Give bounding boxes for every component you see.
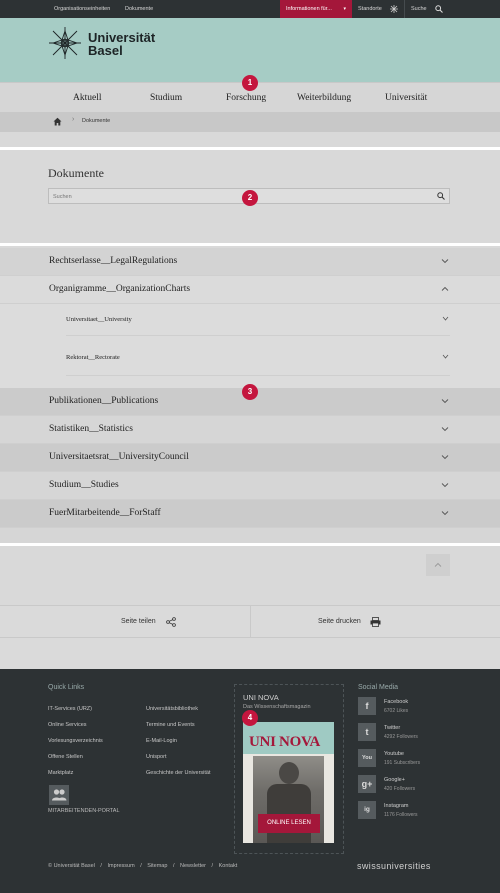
twitter-icon[interactable]: t <box>358 723 376 741</box>
read-online-button[interactable]: ONLINE LESEN <box>258 814 320 833</box>
link-impressum[interactable]: Impressum <box>107 863 135 869</box>
breadcrumb-current: Dokumente <box>82 118 111 124</box>
accordion-label: Statistiken__Statistics <box>49 424 133 434</box>
breadcrumb <box>0 112 500 132</box>
brand-line-2: Basel <box>88 43 123 58</box>
social-name[interactable]: Google+ <box>384 777 405 783</box>
info-for-button[interactable] <box>280 0 352 18</box>
sub-item-label: Universitaet__University <box>66 316 132 323</box>
search-input[interactable] <box>53 191 423 202</box>
chevron-down-icon <box>442 316 449 321</box>
print-icon <box>370 617 381 627</box>
home-icon[interactable] <box>53 117 62 126</box>
accordion-label: Publikationen__Publications <box>49 396 159 406</box>
university-logo-icon[interactable] <box>48 26 82 60</box>
search-icon[interactable] <box>437 192 445 200</box>
uni-nova-title: UNI NOVA <box>243 693 279 702</box>
chevron-down-icon <box>441 482 449 488</box>
link-sitemap[interactable]: Sitemap <box>147 863 168 869</box>
accordion-footer <box>0 528 500 543</box>
page-actions <box>0 605 500 638</box>
accordion-label: Organigramme__OrganizationCharts <box>49 284 191 294</box>
accordion-item-expanded[interactable] <box>0 276 500 304</box>
chevron-down-icon <box>442 354 449 359</box>
accordion-item[interactable] <box>0 472 500 500</box>
footer-link[interactable]: IT-Services (URZ) <box>48 706 92 712</box>
footer-link[interactable]: Online Services <box>48 722 87 728</box>
chevron-up-icon <box>434 562 442 568</box>
top-bar <box>0 0 500 18</box>
print-page-label: Seite drucken <box>318 618 361 625</box>
footer-link[interactable]: Universitätsbibliothek <box>146 706 198 712</box>
footer-link[interactable]: Termine und Events <box>146 722 195 728</box>
chevron-right-icon: › <box>72 116 75 123</box>
social-name[interactable]: Youtube <box>384 751 404 757</box>
chevron-down-icon <box>441 258 449 264</box>
youtube-icon[interactable]: You <box>358 749 376 767</box>
accordion-label: Universitaetsrat__UniversityCouncil <box>49 452 189 462</box>
separator: / <box>172 863 175 869</box>
info-for-label: Informationen für... <box>286 6 332 12</box>
footer-bottom-links <box>48 863 241 869</box>
page-title: Dokumente <box>48 166 104 180</box>
divider <box>404 0 405 18</box>
section-divider <box>0 543 500 546</box>
quick-links-title: Quick Links <box>48 684 85 691</box>
link-dokumente[interactable]: Dokumente <box>125 6 154 12</box>
google-plus-icon[interactable]: g+ <box>358 775 376 793</box>
social-count: 420 Followers <box>384 786 416 792</box>
social-name[interactable]: Twitter <box>384 725 401 731</box>
sub-item[interactable] <box>66 336 450 376</box>
search-icon[interactable] <box>435 5 443 13</box>
brand-line-1: Universität <box>88 30 156 45</box>
university-name[interactable] <box>88 31 155 57</box>
share-icon <box>166 617 176 627</box>
print-page-button[interactable] <box>251 606 500 637</box>
footer-link[interactable]: Geschichte der Universität <box>146 770 211 776</box>
chevron-down-icon <box>441 510 449 516</box>
chevron-up-icon <box>441 286 449 292</box>
sub-item[interactable] <box>66 304 450 336</box>
staff-portal-label[interactable]: MITARBEITENDEN-PORTAL <box>48 808 120 814</box>
spacer <box>0 638 500 669</box>
social-count: 191 Subscribers <box>384 760 421 766</box>
accordion-item[interactable] <box>0 416 500 444</box>
marker-1: 1 <box>242 75 258 91</box>
social-count: 1176 Followers <box>384 812 418 818</box>
link-standorte[interactable]: Standorte <box>358 6 382 12</box>
footer-link[interactable]: Vorlesungsverzeichnis <box>48 738 103 744</box>
footer-link[interactable]: Unisport <box>146 754 167 760</box>
nav-aktuell[interactable]: Aktuell <box>73 93 102 103</box>
link-kontakt[interactable]: Kontakt <box>218 863 238 869</box>
footer-link[interactable]: Marktplatz <box>48 770 74 776</box>
back-to-top-button[interactable] <box>426 554 450 576</box>
location-icon <box>390 5 398 13</box>
marker-2: 2 <box>242 190 258 206</box>
accordion-item[interactable] <box>0 248 500 276</box>
sub-item-label: Rektorat__Rectorate <box>66 354 120 361</box>
footer-link[interactable]: E-Mail-Login <box>146 738 177 744</box>
staff-portal-button[interactable] <box>49 785 69 805</box>
chevron-down-icon <box>441 426 449 432</box>
link-organisationseinheiten[interactable]: Organisationseinheiten <box>54 6 111 12</box>
site-footer <box>0 669 500 893</box>
footer-link[interactable]: Offene Stellen <box>48 754 83 760</box>
nav-weiterbildung[interactable]: Weiterbildung <box>297 93 352 103</box>
accordion-item[interactable] <box>0 500 500 528</box>
social-name[interactable]: Facebook <box>384 699 409 705</box>
nav-studium[interactable]: Studium <box>150 93 183 103</box>
social-count: 6702 Likes <box>384 708 409 714</box>
back-to-top-area <box>0 548 500 605</box>
chevron-down-icon <box>441 454 449 460</box>
caret-down-icon: ▾ <box>343 6 346 12</box>
separator: / <box>211 863 214 869</box>
nav-forschung[interactable]: Forschung <box>226 93 267 103</box>
people-icon <box>49 785 69 805</box>
cover-title: UNI NOVA <box>249 734 321 750</box>
copyright: © Universität Basel <box>48 863 95 869</box>
accordion-label: Studium__Studies <box>49 480 119 490</box>
swissuniversities-logo[interactable]: swissuniversities <box>357 861 431 871</box>
nav-universitaet[interactable]: Universität <box>385 93 428 103</box>
link-newsletter[interactable]: Newsletter <box>180 863 207 869</box>
facebook-icon[interactable]: f <box>358 697 376 715</box>
accordion-label: Rechtserlasse__LegalRegulations <box>49 256 178 266</box>
separator: / <box>100 863 102 869</box>
accordion-label: FuerMitarbeitende__ForStaff <box>49 508 161 518</box>
chevron-down-icon <box>441 398 449 404</box>
separator: / <box>140 863 142 869</box>
social-media-title: Social Media <box>358 684 399 691</box>
cover-figure-head <box>279 762 299 784</box>
share-page-button[interactable] <box>0 606 250 637</box>
share-page-label: Seite teilen <box>121 618 156 625</box>
uni-nova-subtitle: Das Wissenschaftsmagazin <box>243 704 311 710</box>
marker-4: 4 <box>242 710 258 726</box>
accordion-item[interactable] <box>0 444 500 472</box>
link-suche[interactable]: Suche <box>411 6 427 12</box>
section-divider <box>0 243 500 246</box>
marker-3: 3 <box>242 384 258 400</box>
instagram-icon[interactable]: ig <box>358 801 376 819</box>
social-count: 4292 Followers <box>384 734 418 740</box>
social-name[interactable]: Instagram <box>384 803 409 809</box>
